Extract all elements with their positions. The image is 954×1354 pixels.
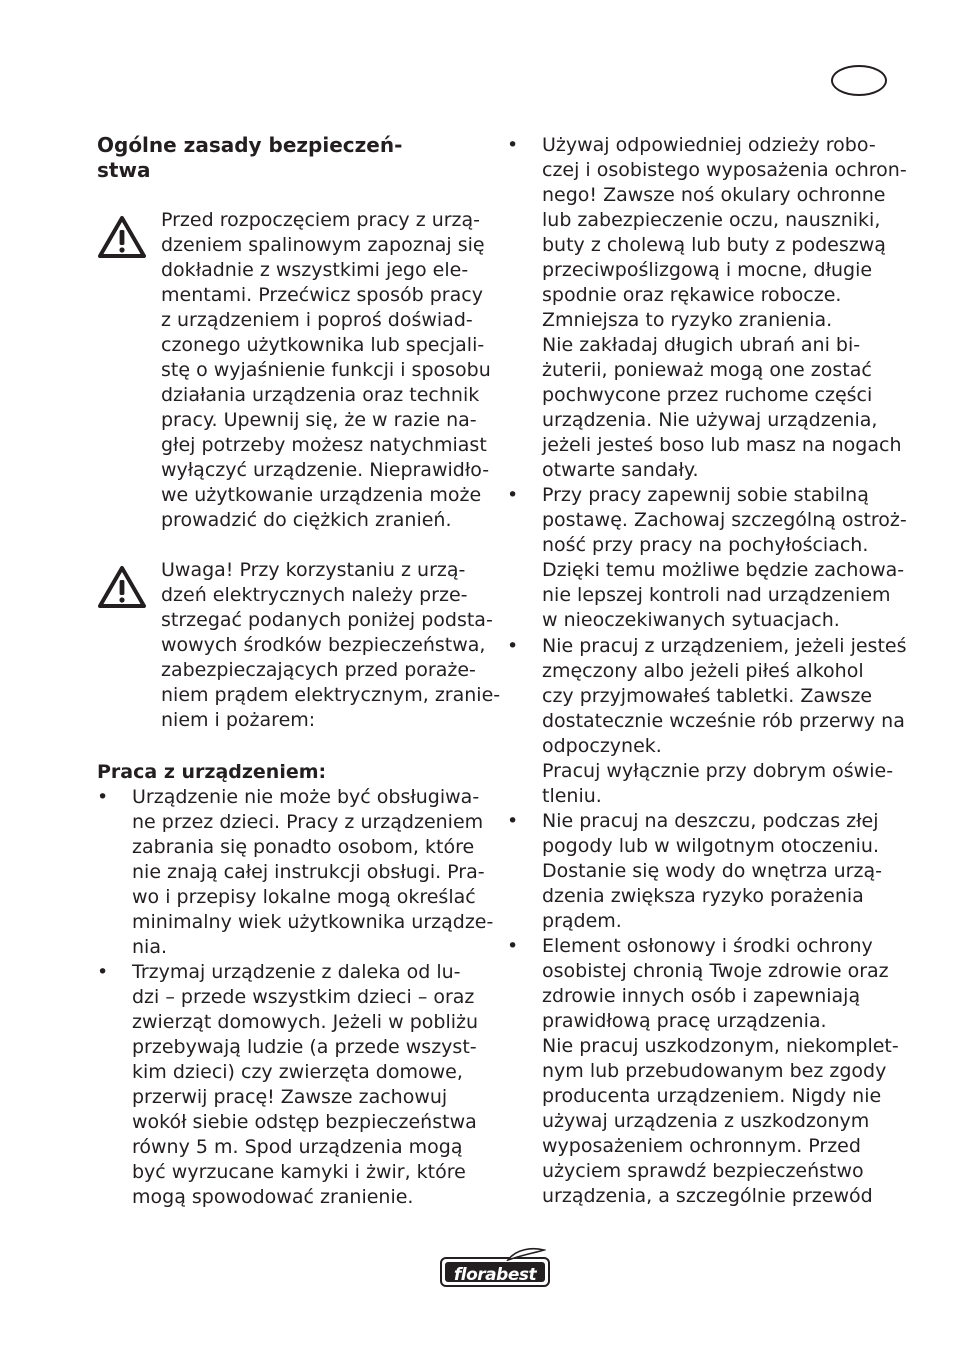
bullet-marker: • xyxy=(507,935,519,957)
text-line: Używaj odpowiedniej odzieży robo- xyxy=(542,134,876,156)
logo-text: florabest xyxy=(453,1265,537,1285)
text-line: pochwycone przez ruchome części xyxy=(542,384,873,406)
bullet-marker: • xyxy=(507,810,519,832)
text-line: we użytkowanie urządzenia może xyxy=(161,484,482,506)
text-line: pracy. Upewnij się, że w razie na- xyxy=(161,409,477,431)
text-line: Dostanie się wody do wnętrza urzą- xyxy=(542,860,882,882)
bullet-text xyxy=(132,960,492,1210)
text-line: Urządzenie nie może być obsługiwa- xyxy=(132,786,480,808)
text-line: zabrania się ponadto osobom, które xyxy=(132,836,475,858)
text-line: równy 5 m. Spod urządzenia mogą xyxy=(132,1136,463,1158)
text-line: wokół siebie odstęp bezpieczeństwa xyxy=(132,1111,477,1133)
bullet-marker: • xyxy=(507,134,519,156)
warning-text xyxy=(161,558,501,733)
text-line: nego! Zawsze noś okulary ochronne xyxy=(542,184,886,206)
text-line: z urządzeniem i poproś doświad- xyxy=(161,309,473,331)
text-line: zmęczony albo jeżeli piłeś alkohol xyxy=(542,660,864,682)
text-line: dzi – przede wszystkim dzieci – oraz xyxy=(132,986,475,1008)
bullet-marker: • xyxy=(97,961,109,983)
subheading: Praca z urządzeniem: xyxy=(97,761,327,783)
section-title-line: Ogólne zasady bezpieczeń- xyxy=(97,133,403,157)
text-line: zdrowie innych osób i zapewniają xyxy=(542,985,861,1007)
text-line: czej i osobistego wyposażenia ochron- xyxy=(542,159,907,181)
text-line: czonego użytkownika lub specjali- xyxy=(161,334,485,356)
text-line: prądem. xyxy=(542,910,622,932)
text-line: Nie pracuj z urządzeniem, jeżeli jesteś xyxy=(542,635,907,657)
bullet-text xyxy=(542,634,907,809)
text-line: dzeniem spalinowym zapoznaj się xyxy=(161,234,485,256)
text-line: nym lub przebudowanym bez zgody xyxy=(542,1060,887,1082)
text-line: w nieoczekiwanych sytuacjach. xyxy=(542,609,840,631)
text-line: nie lepszej kontroli nad urządzeniem xyxy=(542,584,891,606)
bullet-marker: • xyxy=(507,635,519,657)
leaf-icon xyxy=(506,1247,546,1261)
text-line: przerwij pracę! Zawsze zachowuj xyxy=(132,1086,448,1108)
text-line: minimalny wiek użytkownika urządze- xyxy=(132,911,494,933)
text-line: przeciwpoślizgową i mocne, długie xyxy=(542,259,873,281)
bullet-text xyxy=(542,483,907,633)
bullet-marker: • xyxy=(507,484,519,506)
bullet-text xyxy=(542,133,907,483)
text-line: wyłączyć urządzenie. Nieprawidło- xyxy=(161,459,490,481)
text-line: dzeń elektrycznych należy prze- xyxy=(161,584,468,606)
warning-text xyxy=(161,208,491,533)
bullet-text xyxy=(132,785,492,960)
text-line: Zmniejsza to ryzyko zranienia. xyxy=(542,309,833,331)
text-line: urządzenia, a szczególnie przewód xyxy=(542,1185,873,1207)
bullet-text xyxy=(542,809,902,934)
text-line: prawidłową pracę urządzenia. xyxy=(542,1010,827,1032)
text-line: nie znają całej instrukcji obsługi. Pra- xyxy=(132,861,485,883)
text-line: wyposażeniem ochronnym. Przed xyxy=(542,1135,861,1157)
text-line: działania urządzenia oraz technik xyxy=(161,384,480,406)
text-line: używaj urządzenia z uszkodzonym xyxy=(542,1110,870,1132)
text-line: spodnie oraz rękawice robocze. xyxy=(542,284,842,306)
language-badge xyxy=(831,65,887,96)
text-line: głej potrzeby możesz natychmiast xyxy=(161,434,487,456)
text-line: ność przy pracy na pochyłościach. xyxy=(542,534,869,556)
text-line: kim dzieci) czy zwierzęta domowe, xyxy=(132,1061,463,1083)
text-line: przebywają ludzie (a przede wszyst- xyxy=(132,1036,477,1058)
bullet-marker: • xyxy=(97,786,109,808)
text-line: niem prądem elektrycznym, zranie- xyxy=(161,684,501,706)
text-line: Pracuj wyłącznie przy dobrym oświe- xyxy=(542,760,894,782)
text-line: czy przyjmowałeś tabletki. Zawsze xyxy=(542,685,873,707)
bullet-text xyxy=(542,934,902,1209)
text-line: niem i pożarem: xyxy=(161,709,316,731)
text-line: Uwaga! Przy korzystaniu z urzą- xyxy=(161,559,466,581)
text-line: urządzenia. Nie używaj urządzenia, xyxy=(542,409,878,431)
text-line: tleniu. xyxy=(542,785,602,807)
text-line: ne przez dzieci. Pracy z urządzeniem xyxy=(132,811,484,833)
text-line: osobistej chronią Twoje zdrowie oraz xyxy=(542,960,889,982)
warning-triangle-icon xyxy=(97,564,147,610)
text-line: Dzięki temu możliwe będzie zachowa- xyxy=(542,559,905,581)
text-line: producenta urządzeniem. Nigdy nie xyxy=(542,1085,882,1107)
text-line: Element osłonowy i środki ochrony xyxy=(542,935,873,957)
text-line: dzenia zwiększa ryzyko porażenia xyxy=(542,885,864,907)
text-line: dostatecznie wcześnie rób przerwy na xyxy=(542,710,905,732)
text-line: jeżeli jesteś boso lub masz na nogach xyxy=(542,434,902,456)
text-line: mogą spowodować zranienie. xyxy=(132,1186,414,1208)
logo-frame xyxy=(440,1257,550,1287)
florabest-logo xyxy=(440,1253,550,1287)
text-line: Nie pracuj na deszczu, podczas złej xyxy=(542,810,879,832)
text-line: lub zabezpieczenie oczu, nauszniki, xyxy=(542,209,881,231)
text-line: zabezpieczających przed poraże- xyxy=(161,659,476,681)
text-line: zwierząt domowych. Jeżeli w pobliżu xyxy=(132,1011,479,1033)
text-line: Przed rozpoczęciem pracy z urzą- xyxy=(161,209,481,231)
text-line: Nie pracuj uszkodzonym, niekomplet- xyxy=(542,1035,899,1057)
section-title xyxy=(97,133,487,183)
text-line: pogody lub w wilgotnym otoczeniu. xyxy=(542,835,879,857)
text-line: nia. xyxy=(132,936,168,958)
text-line: buty z cholewą lub buty z podeszwą xyxy=(542,234,886,256)
text-line: Trzymaj urządzenie z daleka od lu- xyxy=(132,961,461,983)
logo-background xyxy=(445,1262,545,1285)
text-line: postawę. Zachowaj szczególną ostroż- xyxy=(542,509,907,531)
text-line: strzegać podanych poniżej podsta- xyxy=(161,609,493,631)
text-line: mentami. Przećwicz sposób pracy xyxy=(161,284,483,306)
text-line: otwarte sandały. xyxy=(542,459,699,481)
text-line: stę o wyjaśnienie funkcji i sposobu xyxy=(161,359,491,381)
text-line: użyciem sprawdź bezpieczeństwo xyxy=(542,1160,864,1182)
section-title-line: stwa xyxy=(97,158,151,182)
text-line: być wyrzucane kamyki i żwir, które xyxy=(132,1161,466,1183)
text-line: wowych środków bezpieczeństwa, xyxy=(161,634,486,656)
text-line: Nie zakładaj długich ubrań ani bi- xyxy=(542,334,861,356)
text-line: prowadzić do ciężkich zranień. xyxy=(161,509,452,531)
text-line: wo i przepisy lokalne mogą określać xyxy=(132,886,476,908)
text-line: odpoczynek. xyxy=(542,735,662,757)
warning-triangle-icon xyxy=(97,214,147,260)
text-line: żuterii, ponieważ mogą one zostać xyxy=(542,359,872,381)
text-line: dokładnie z wszystkimi jego ele- xyxy=(161,259,469,281)
text-line: Przy pracy zapewnij sobie stabilną xyxy=(542,484,869,506)
